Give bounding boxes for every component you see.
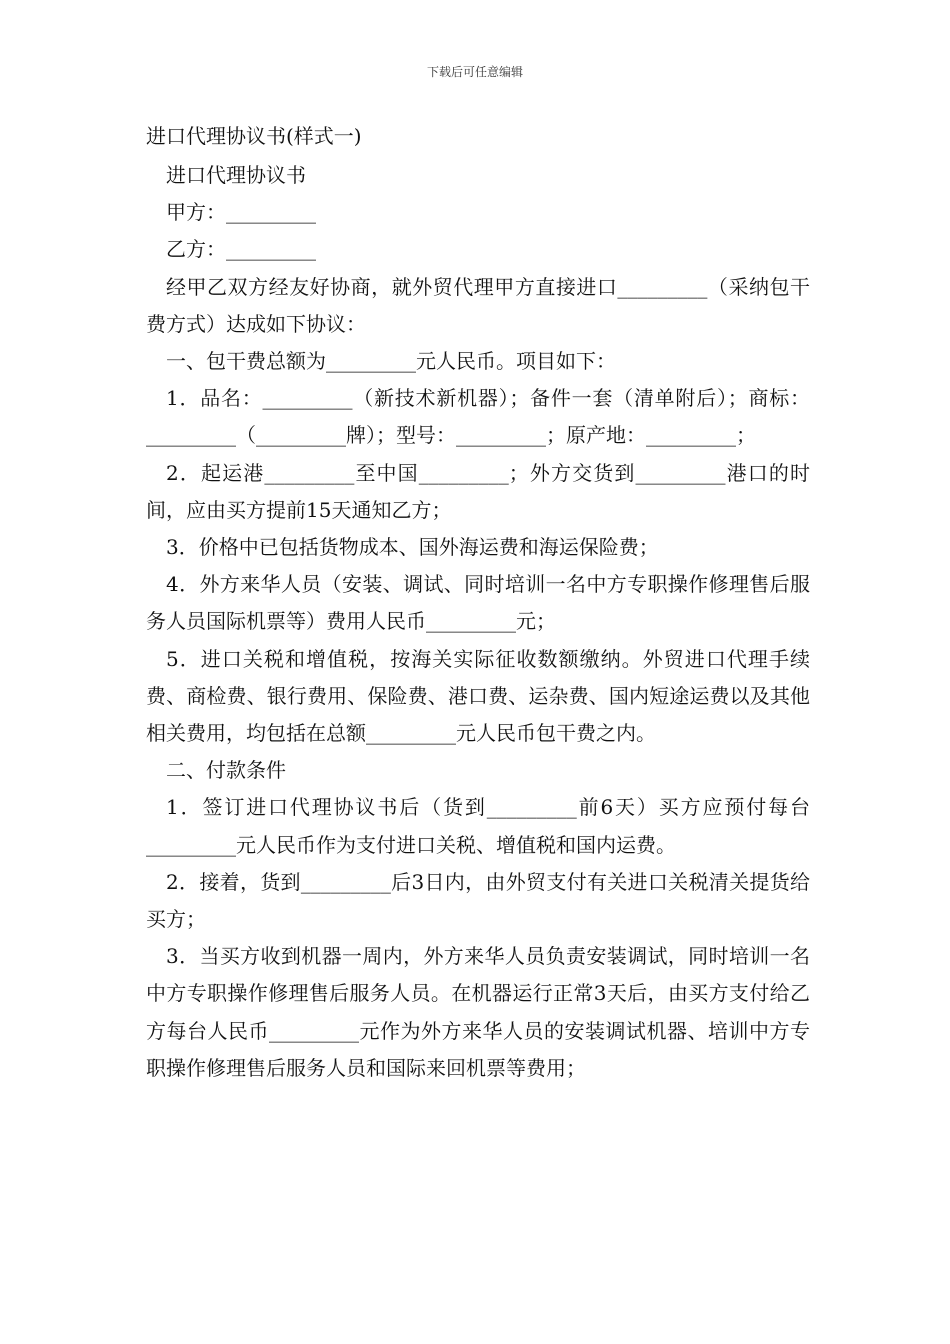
- item-4-personnel-fees: 4．外方来华人员（安装、调试、同时培训一名中方专职操作修理售后服务人员国际机票等）费用人民币_________元；: [146, 572, 810, 634]
- payment-item-2: 2．接着，货到_________后3日内，由外贸支付有关进口关税清关提货给买方；: [146, 869, 810, 932]
- payment-item-1: 1．签订进口代理协议书后（货到_________前6天）买方应预付每台_________元人民币作为支付进口关税、增值税和国内运费。: [146, 795, 810, 857]
- section-1-heading: 一、包干费总额为_________元人民币。项目如下：: [166, 349, 616, 374]
- party-b-line: 乙方：_________: [166, 237, 316, 262]
- document-body: [146, 157, 810, 1087]
- item-5-taxes-fees: 5．进口关税和增值税，按海关实际征收数额缴纳。外贸进口代理手续费、商检费、银行费用、保险费、港口费、运杂费、国内短途运费以及其他相关费用，均包括在总额_________元人民币包干费之内。: [146, 646, 810, 746]
- item-1-goods: 1．品名：_________（新技术新机器）；备件一套（清单附后）；商标：_________（_________牌）；型号：_________；原产地：_________；: [146, 386, 810, 448]
- page-header-note: 下载后可任意编辑: [426, 65, 523, 79]
- item-3-price: 3．价格中已包括货物成本、国外海运费和海运保险费；: [166, 535, 659, 560]
- payment-item-3: 3．当买方收到机器一周内，外方来华人员负责安装调试，同时培训一名中方专职操作修理售后服务人员。在机器运行正常3天后，由买方支付给乙方每台人民币_________元作为外方来华人员的安装调试机器、培训中方专职操作修理售后服务人员和国际来回机票等费用；: [146, 944, 810, 1080]
- preamble-paragraph: 经甲乙双方经友好协商，就外贸代理甲方直接进口_________（采纳包干费方式）达成如下协议：: [146, 274, 810, 336]
- agreement-heading: 进口代理协议书: [166, 163, 306, 187]
- document-title: 进口代理协议书(样式一): [146, 124, 362, 148]
- section-2-heading: 二、付款条件: [166, 758, 286, 783]
- item-2-shipping: 2．起运港_________至中国_________；外方交货到_________港口的时间，应由买方提前15天通知乙方；: [146, 460, 810, 522]
- party-a-line: 甲方：_________: [166, 200, 316, 225]
